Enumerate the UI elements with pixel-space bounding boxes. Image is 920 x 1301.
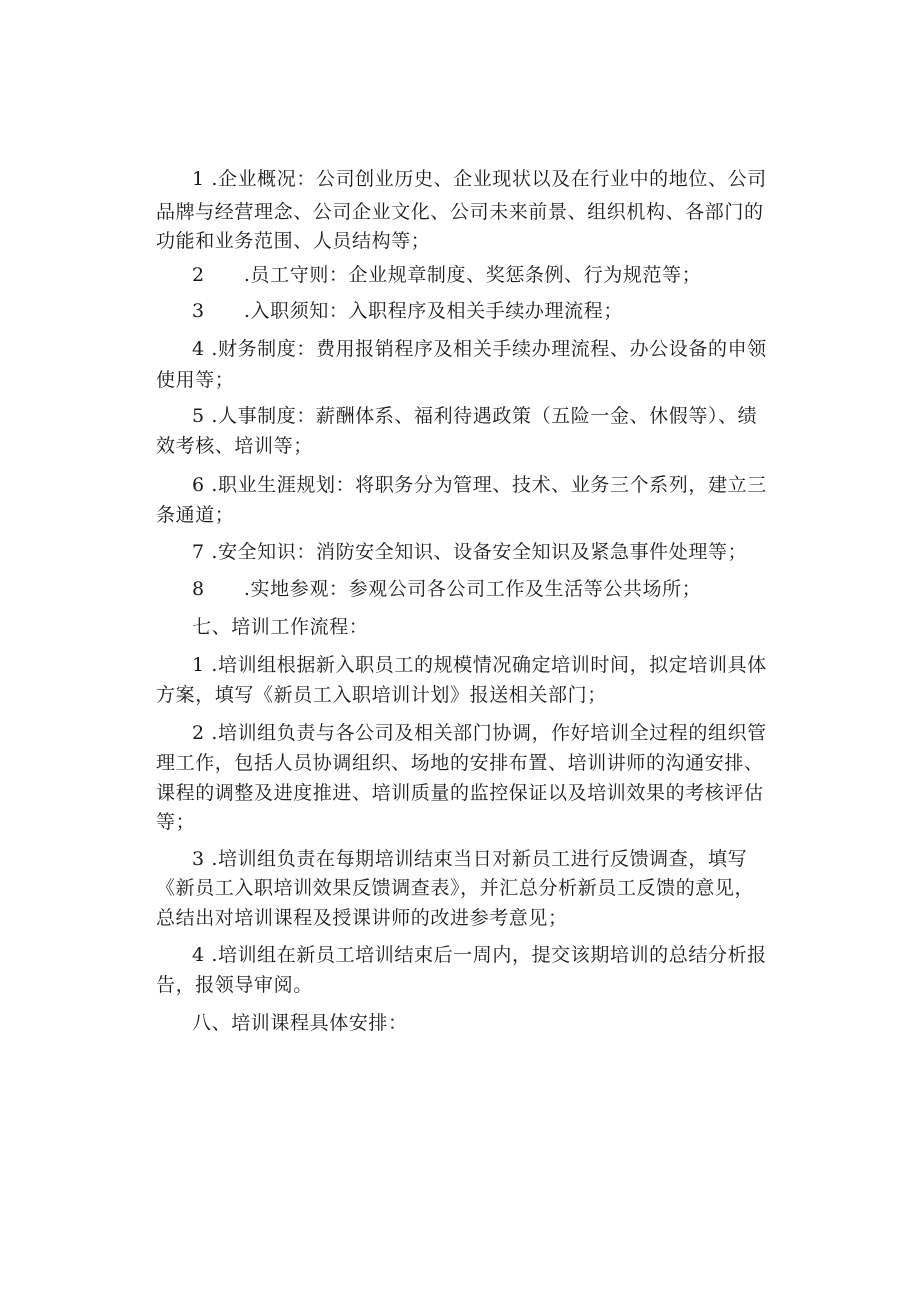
paragraph-line: [0, 970, 920, 1000]
text-line: 1 .培训组根据新入职员工的规模情况确定培训时间，拟定培训具体: [192, 654, 767, 676]
text-line: 品牌与经营理念、公司企业文化、公司未来前景、组织机构、各部门的: [156, 201, 764, 223]
paragraph-line: [0, 574, 920, 604]
text-line: 理工作，包括人员协调组织、场地的安排布置、培训讲师的沟通安排、: [156, 752, 764, 774]
paragraph-line: [0, 334, 920, 364]
paragraph-line: [0, 226, 920, 256]
paragraph-line: [0, 873, 920, 903]
text-line: 总结出对培训课程及授课讲师的改进参考意见；: [156, 907, 568, 929]
paragraph-line: [0, 903, 920, 933]
text-line: 8 .实地参观：参观公司各公司工作及生活等公共场所；: [192, 578, 702, 600]
section-heading: [0, 612, 920, 642]
paragraph-line: [0, 778, 920, 808]
text-line: 条通道；: [156, 504, 235, 526]
text-line: 4 .财务制度：费用报销程序及相关手续办理流程、办公设备的申领: [192, 338, 767, 360]
text-line: 7 .安全知识：消防安全知识、设备安全知识及紧急事件处理等；: [192, 541, 748, 563]
paragraph-line: [0, 500, 920, 530]
text-line: 方案，填写《新员工入职培训计划》报送相关部门；: [156, 684, 607, 706]
text-line: 2 .员工守则：企业规章制度、奖惩条例、行为规范等；: [192, 264, 702, 286]
text-line: 效考核、培训等；: [156, 435, 313, 457]
paragraph-line: [0, 164, 920, 194]
text-line: 1 .企业概况：公司创业历史、企业现状以及在行业中的地位、公司: [192, 168, 767, 190]
text-line: 告，报领导审阅。: [156, 974, 313, 996]
heading-text: 七、培训工作流程：: [192, 616, 369, 638]
text-line: 6 .职业生涯规划：将职务分为管理、技术、业务三个系列，建立三: [192, 474, 767, 496]
text-line: 3 .入职须知：入职程序及相关手续办理流程；: [192, 300, 623, 322]
heading-text: 八、培训课程具体安排：: [192, 1012, 408, 1034]
text-line: 3 .培训组负责在每期培训结束当日对新员工进行反馈调查，填写: [192, 848, 748, 870]
text-line: 等；: [156, 811, 196, 833]
paragraph-line: [0, 401, 920, 431]
text-line: 2 .培训组负责与各公司及相关部门协调，作好培训全过程的组织管: [192, 722, 767, 744]
paragraph-line: [0, 680, 920, 710]
paragraph-line: [0, 431, 920, 461]
paragraph-line: [0, 940, 920, 970]
text-line: 《新员工入职培训效果反馈调查表》，并汇总分析新员工反馈的意见，: [156, 877, 755, 899]
paragraph-line: [0, 650, 920, 680]
paragraph-line: [0, 260, 920, 290]
paragraph-line: [0, 365, 920, 395]
paragraph-line: [0, 844, 920, 874]
paragraph-line: [0, 296, 920, 326]
paragraph-line: [0, 470, 920, 500]
text-line: 功能和业务范围、人员结构等；: [156, 230, 431, 252]
paragraph-line: [0, 537, 920, 567]
paragraph-line: [0, 718, 920, 748]
paragraph-line: [0, 197, 920, 227]
text-line: 使用等；: [156, 369, 235, 391]
section-heading: [0, 1008, 920, 1038]
paragraph-line: [0, 807, 920, 837]
text-line: 5 .人事制度：薪酬体系、福利待遇政策（五险一金、休假等）、绩: [192, 405, 758, 427]
text-line: 4 .培训组在新员工培训结束后一周内，提交该期培训的总结分析报: [192, 944, 767, 966]
paragraph-line: [0, 748, 920, 778]
text-line: 课程的调整及进度推进、培训质量的监控保证以及培训效果的考核评估: [156, 782, 764, 804]
